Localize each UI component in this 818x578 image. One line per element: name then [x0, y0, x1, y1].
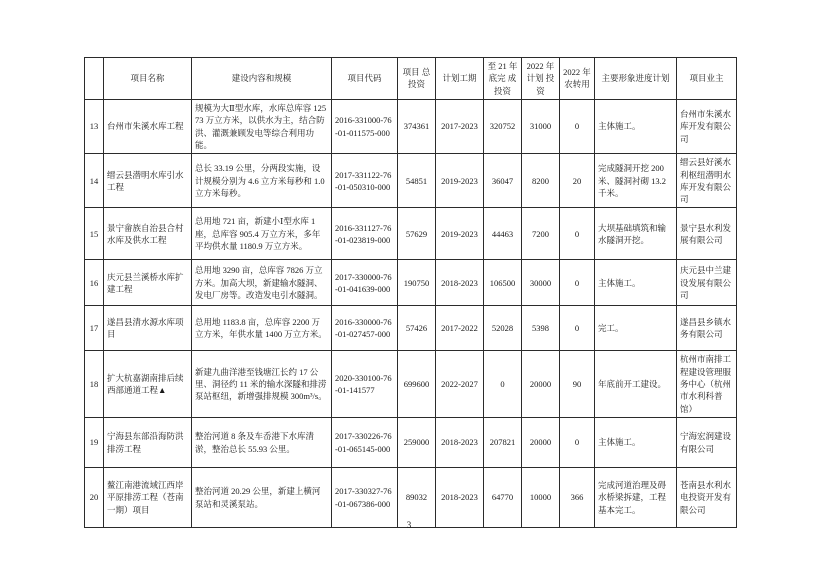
cell-row-number: 16	[85, 260, 104, 306]
projects-table	[84, 57, 737, 528]
cell-content-scale: 总用地 1183.8 亩，总库容 2200 万立方米，年供水量 1400 万立方米。	[192, 306, 332, 351]
header-planned-period: 计划工期	[436, 58, 484, 100]
header-row-number	[85, 58, 104, 100]
cell-project-name: 庆元县兰溪桥水库扩建工程	[104, 260, 192, 306]
cell-content-scale: 总长 33.19 公里，分两段实施，设计规模分别为 4.6 立方米每秒和 1.0 立方米每秒。	[192, 154, 332, 208]
cell-total-investment: 190750	[398, 260, 436, 306]
cell-2022-plan: 30000	[522, 260, 560, 306]
table-row	[85, 468, 737, 528]
cell-progress-plan: 主体施工。	[595, 99, 677, 153]
cell-content-scale: 总用地 721 亩，新建小Ⅰ型水库 1 座，总库容 905.4 万立方米，多年平均供水量 1180.9 万立方米。	[192, 208, 332, 260]
cell-project-code: 2016-331127-76-01-023819-000	[332, 208, 398, 260]
header-project-code: 项目代码	[332, 58, 398, 100]
cell-planned-period: 2022-2027	[436, 351, 484, 418]
header-progress-plan: 主要形象进度计划	[595, 58, 677, 100]
cell-content-scale: 新建九曲洋港至钱塘江长约 17 公里、洞径约 11 米的输水深隧和排涝泵站枢纽，新增强排规模 300m³/s。	[192, 351, 332, 418]
cell-completed-by-21: 0	[484, 351, 522, 418]
cell-2022-plan: 7200	[522, 208, 560, 260]
cell-project-owner: 宁海宏润建设有限公司	[677, 418, 737, 468]
cell-project-code: 2017-331122-76-01-050310-000	[332, 154, 398, 208]
table-row	[85, 260, 737, 306]
cell-2022-plan: 20000	[522, 418, 560, 468]
cell-total-investment: 259000	[398, 418, 436, 468]
cell-project-name: 遂昌县清水源水库项目	[104, 306, 192, 351]
cell-2022-plan: 20000	[522, 351, 560, 418]
cell-project-owner: 缙云县好溪水利枢纽潜明水库开发有限公司	[677, 154, 737, 208]
cell-2022-plan: 8200	[522, 154, 560, 208]
cell-2022-plan: 5398	[522, 306, 560, 351]
cell-planned-period: 2017-2022	[436, 306, 484, 351]
cell-project-owner: 景宁县水利发展有限公司	[677, 208, 737, 260]
cell-project-owner: 苍南县水利水电投资开发有限公司	[677, 468, 737, 528]
cell-2022-land: 0	[560, 208, 595, 260]
cell-progress-plan: 年底前开工建设。	[595, 351, 677, 418]
cell-progress-plan: 完成隧洞开挖 200 米、隧洞衬砌 13.2 千米。	[595, 154, 677, 208]
cell-content-scale: 规模为大Ⅱ型水库，水库总库容 12573 万立方米，以供水为主，结合防洪、灌溉兼顾发电等综合利用功能。	[192, 99, 332, 153]
cell-planned-period: 2019-2023	[436, 208, 484, 260]
cell-2022-land: 20	[560, 154, 595, 208]
cell-2022-land: 0	[560, 99, 595, 153]
cell-content-scale: 整治河道 20.29 公里，新建上横河泵站和灵溪泵站。	[192, 468, 332, 528]
cell-row-number: 18	[85, 351, 104, 418]
cell-project-name: 台州市朱溪水库工程	[104, 99, 192, 153]
cell-row-number: 19	[85, 418, 104, 468]
cell-planned-period: 2018-2023	[436, 468, 484, 528]
cell-2022-land: 366	[560, 468, 595, 528]
cell-2022-land: 0	[560, 418, 595, 468]
cell-project-code: 2017-330327-76-01-067386-000	[332, 468, 398, 528]
cell-total-investment: 89032	[398, 468, 436, 528]
cell-completed-by-21: 207821	[484, 418, 522, 468]
cell-project-code: 2020-330100-76-01-141577	[332, 351, 398, 418]
cell-project-owner: 台州市朱溪水库开发有限公司	[677, 99, 737, 153]
cell-completed-by-21: 320752	[484, 99, 522, 153]
cell-completed-by-21: 36047	[484, 154, 522, 208]
cell-progress-plan: 主体施工。	[595, 418, 677, 468]
cell-2022-land: 0	[560, 306, 595, 351]
page-number: 3	[406, 520, 412, 530]
table-row	[85, 208, 737, 260]
header-content-scale: 建设内容和规模	[192, 58, 332, 100]
cell-2022-land: 0	[560, 260, 595, 306]
cell-completed-by-21: 52028	[484, 306, 522, 351]
cell-project-name: 宁海县东部沿海防洪排涝工程	[104, 418, 192, 468]
cell-2022-land: 90	[560, 351, 595, 418]
header-2022-plan: 2022 年 计划 投资	[522, 58, 560, 100]
table-row	[85, 99, 737, 153]
table-row	[85, 418, 737, 468]
cell-2022-plan: 31000	[522, 99, 560, 153]
header-project-owner: 项目业主	[677, 58, 737, 100]
cell-row-number: 13	[85, 99, 104, 153]
cell-planned-period: 2018-2023	[436, 418, 484, 468]
cell-project-name: 扩大杭嘉湖南排后续西部通道工程▲	[104, 351, 192, 418]
cell-content-scale: 整治河道 8 条及车岙港下水库清淤，整治总长 55.93 公里。	[192, 418, 332, 468]
cell-row-number: 15	[85, 208, 104, 260]
table-row	[85, 154, 737, 208]
cell-project-name: 景宁畲族自治县合村水库及供水工程	[104, 208, 192, 260]
cell-project-code: 2017-330000-76-01-041639-000	[332, 260, 398, 306]
cell-planned-period: 2019-2023	[436, 154, 484, 208]
header-2022-land: 2022 年 农转用	[560, 58, 595, 100]
cell-project-code: 2016-330000-76-01-027457-000	[332, 306, 398, 351]
cell-project-owner: 庆元县中兰建设发展有限公司	[677, 260, 737, 306]
cell-total-investment: 57426	[398, 306, 436, 351]
cell-completed-by-21: 44463	[484, 208, 522, 260]
cell-progress-plan: 完成河道治理及碍水桥梁拆建，工程基本完工。	[595, 468, 677, 528]
table-row	[85, 351, 737, 418]
cell-project-owner: 遂昌县乡镇水务有限公司	[677, 306, 737, 351]
cell-row-number: 17	[85, 306, 104, 351]
table-row	[85, 306, 737, 351]
cell-project-name: 鳌江南港流域江西岸平原排涝工程（苍南一期）项目	[104, 468, 192, 528]
header-total-investment: 项目 总投资	[398, 58, 436, 100]
cell-project-name: 缙云县潜明水库引水工程	[104, 154, 192, 208]
cell-row-number: 14	[85, 154, 104, 208]
cell-total-investment: 57629	[398, 208, 436, 260]
cell-completed-by-21: 64770	[484, 468, 522, 528]
cell-progress-plan: 大坝基础填筑和输水隧洞开挖。	[595, 208, 677, 260]
cell-content-scale: 总用地 3290 亩，总库容 7826 万立方米。加高大坝，新建输水隧洞、发电厂房等。改造发电引水隧洞。	[192, 260, 332, 306]
header-project-name: 项目名称	[104, 58, 192, 100]
cell-row-number: 20	[85, 468, 104, 528]
cell-project-code: 2017-330226-76-01-065145-000	[332, 418, 398, 468]
header-completed-by-21: 至 21 年底完 成投资	[484, 58, 522, 100]
cell-project-owner: 杭州市南排工程建设管理服务中心（杭州市水利科普馆）	[677, 351, 737, 418]
cell-project-code: 2016-331000-76-01-011575-000	[332, 99, 398, 153]
cell-planned-period: 2017-2023	[436, 99, 484, 153]
cell-total-investment: 699600	[398, 351, 436, 418]
cell-planned-period: 2018-2023	[436, 260, 484, 306]
cell-completed-by-21: 106500	[484, 260, 522, 306]
cell-progress-plan: 主体施工。	[595, 260, 677, 306]
cell-total-investment: 54851	[398, 154, 436, 208]
cell-total-investment: 374361	[398, 99, 436, 153]
cell-progress-plan: 完工。	[595, 306, 677, 351]
table-header-row	[85, 58, 737, 100]
cell-2022-plan: 10000	[522, 468, 560, 528]
